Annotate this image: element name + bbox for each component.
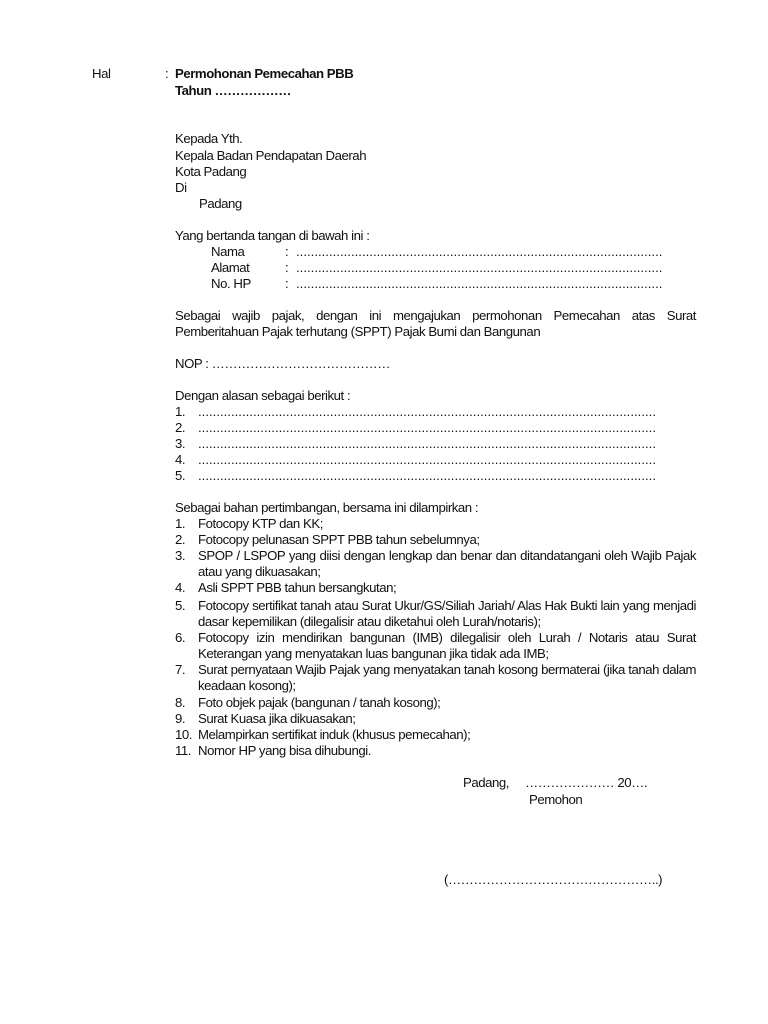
recipient-place: Padang: [199, 196, 242, 211]
reason-blank-line: .............................................................................................................................: [198, 436, 656, 451]
attachment-item: Surat Kuasa jika dikuasakan;: [198, 711, 356, 726]
attachment-item: Nomor HP yang bisa dihubungi.: [198, 743, 371, 758]
recipient-di: Di: [175, 180, 187, 195]
subject-label: Hal: [92, 66, 111, 81]
subject-colon: :: [165, 66, 169, 81]
field-label-alamat: Alamat: [211, 260, 250, 275]
attachment-number: 1.: [175, 516, 186, 531]
attachments-intro: Sebagai bahan pertimbangan, bersama ini dilampirkan :: [175, 500, 479, 515]
field-colon: :: [285, 244, 289, 259]
subject-year: Tahun ………………: [175, 83, 291, 98]
attachment-number: 7.: [175, 662, 186, 677]
attachment-item: Foto objek pajak (bangunan / tanah kosong);: [198, 695, 441, 710]
attachment-number: 11.: [175, 743, 192, 758]
attachment-item: Fotocopy KTP dan KK;: [198, 516, 323, 531]
reason-number: 3.: [175, 436, 186, 451]
attachment-item: Fotocopy sertifikat tanah atau Surat Ukur/GS/Siliah Jariah/ Alas Hak Bukti lain yang menjadi dasar kepemilikan (dilegalisir atau diketahui oleh Lurah/notaris);: [198, 598, 696, 630]
subject-title: Permohonan Pemecahan PBB: [175, 66, 354, 81]
closing-place: Padang,: [463, 775, 509, 790]
field-value-hp: ....................................................................................................: [296, 276, 663, 291]
closing-role: Pemohon: [529, 792, 583, 807]
reason-blank-line: .............................................................................................................................: [198, 452, 656, 467]
reason-number: 4.: [175, 452, 186, 467]
field-value-nama: ....................................................................................................: [296, 244, 663, 259]
attachment-item: Asli SPPT PBB tahun bersangkutan;: [198, 580, 397, 595]
reasons-intro: Dengan alasan sebagai berikut :: [175, 388, 351, 403]
attachment-number: 3.: [175, 548, 186, 563]
attachment-number: 10.: [175, 727, 192, 742]
signature-line: (…………………………………………..): [444, 872, 663, 887]
attachment-number: 8.: [175, 695, 186, 710]
attachment-number: 9.: [175, 711, 186, 726]
reason-number: 2.: [175, 420, 186, 435]
field-label-hp: No. HP: [211, 276, 251, 291]
attachment-item: Melampirkan sertifikat induk (khusus pemecahan);: [198, 727, 471, 742]
closing-date: ………………… 20….: [525, 775, 648, 790]
attachment-item: Fotocopy pelunasan SPPT PBB tahun sebelumnya;: [198, 532, 480, 547]
attachment-item: SPOP / LSPOP yang diisi dengan lengkap dan benar dan ditandatangani oleh Wajib Pajak atau yang dikuasakan;: [198, 548, 696, 580]
attachment-number: 2.: [175, 532, 186, 547]
field-colon: :: [285, 260, 289, 275]
reason-blank-line: .............................................................................................................................: [198, 468, 656, 483]
attachment-number: 4.: [175, 580, 186, 595]
field-value-alamat: ....................................................................................................: [296, 260, 663, 275]
signer-intro: Yang bertanda tangan di bawah ini :: [175, 228, 370, 243]
recipient-office: Kepala Badan Pendapatan Daerah: [175, 148, 367, 163]
statement-paragraph: Sebagai wajib pajak, dengan ini mengajukan permohonan Pemecahan atas Surat Pemberitahuan Pajak terhutang (SPPT) Pajak Bumi dan Bangunan: [175, 308, 696, 340]
recipient-city: Kota Padang: [175, 164, 247, 179]
attachment-item: Surat pernyataan Wajib Pajak yang menyatakan tanah kosong bermaterai (jika tanah dalam keadaan kosong);: [198, 662, 696, 694]
attachment-number: 5.: [175, 598, 186, 613]
attachment-item: Fotocopy izin mendirikan bangunan (IMB) dilegalisir oleh Lurah / Notaris atau Surat Keterangan yang menyatakan luas bangunan jika tidak ada IMB;: [198, 630, 696, 662]
reason-blank-line: .............................................................................................................................: [198, 420, 656, 435]
reason-number: 1.: [175, 404, 186, 419]
field-colon: :: [285, 276, 289, 291]
nop-line: NOP : ……………………………………: [175, 356, 390, 371]
attachment-number: 6.: [175, 630, 186, 645]
reason-blank-line: .............................................................................................................................: [198, 404, 656, 419]
recipient-greeting: Kepada Yth.: [175, 131, 243, 146]
reason-number: 5.: [175, 468, 186, 483]
field-label-nama: Nama: [211, 244, 245, 259]
